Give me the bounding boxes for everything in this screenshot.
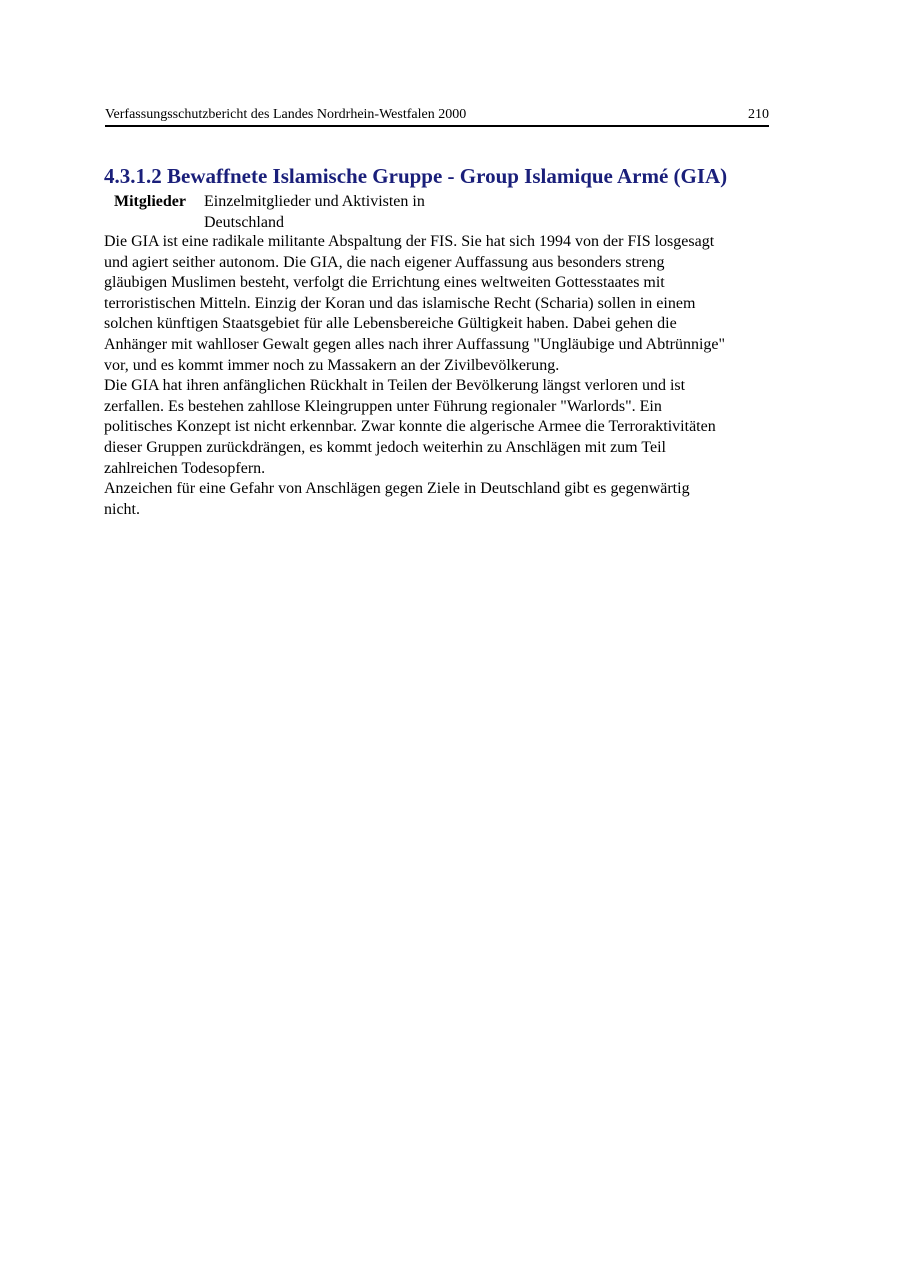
paragraph-2 bbox=[104, 376, 804, 479]
text-line: Die GIA ist eine radikale militante Abspaltung der FIS. Sie hat sich 1994 von der FIS losgesagt bbox=[104, 233, 715, 250]
text-line: vor, und es kommt immer noch zu Massakern an der Zivilbevölkerung. bbox=[104, 356, 560, 374]
body-text bbox=[104, 232, 804, 520]
text-line: terroristischen Mitteln. Einzig der Koran und das islamische Recht (Scharia) sollen in einem bbox=[104, 294, 696, 312]
page-header bbox=[105, 106, 769, 127]
text-line: Anzeichen für eine Gefahr von Anschlägen gegen Ziele in Deutschland gibt es gegenwärtig bbox=[104, 480, 690, 498]
text-line: zahlreichen Todesopfern. bbox=[104, 459, 266, 477]
text-line: solchen künftigen Staatsgebiet für alle Lebensbereiche Gültigkeit haben. Dabei gehen die bbox=[104, 315, 677, 333]
text-line: Die GIA hat ihren anfänglichen Rückhalt in Teilen der Bevölkerung längst verloren und ist bbox=[104, 377, 686, 395]
page-number: 210 bbox=[748, 107, 769, 122]
text-line: dieser Gruppen zurückdrängen, es kommt jedoch weiterhin zu Anschlägen mit zum Teil bbox=[104, 438, 666, 456]
paragraph-1 bbox=[104, 232, 804, 376]
text-line: gläubigen Muslimen besteht, verfolgt die Errichtung eines weltweiten Gottesstaates mit bbox=[104, 274, 665, 292]
text-line: politisches Konzept ist nicht erkennbar. Zwar konnte die algerische Armee die Terroraktivitäten bbox=[104, 418, 716, 436]
members-value bbox=[204, 192, 504, 233]
section-heading: 4.3.1.2 Bewaffnete Islamische Gruppe - Group Islamique Armé (GIA) bbox=[104, 164, 728, 188]
text-line: Anhänger mit wahlloser Gewalt gegen alles nach ihrer Auffassung "Ungläubige und Abtrünnige" bbox=[104, 335, 726, 353]
text-line: und agiert seither autonom. Die GIA, die nach eigener Auffassung aus besonders streng bbox=[104, 253, 665, 271]
members-value-line: Deutschland bbox=[204, 213, 284, 231]
text-line: zerfallen. Es bestehen zahllose Kleingruppen unter Führung regionaler "Warlords". Ein bbox=[104, 397, 662, 415]
members-label: Mitglieder bbox=[114, 193, 186, 210]
paragraph-3 bbox=[104, 479, 804, 520]
header-title: Verfassungsschutzbericht des Landes Nordrhein-Westfalen 2000 bbox=[105, 107, 467, 122]
members-value-line: Einzelmitglieder und Aktivisten in bbox=[204, 193, 425, 210]
text-line: nicht. bbox=[104, 500, 140, 518]
